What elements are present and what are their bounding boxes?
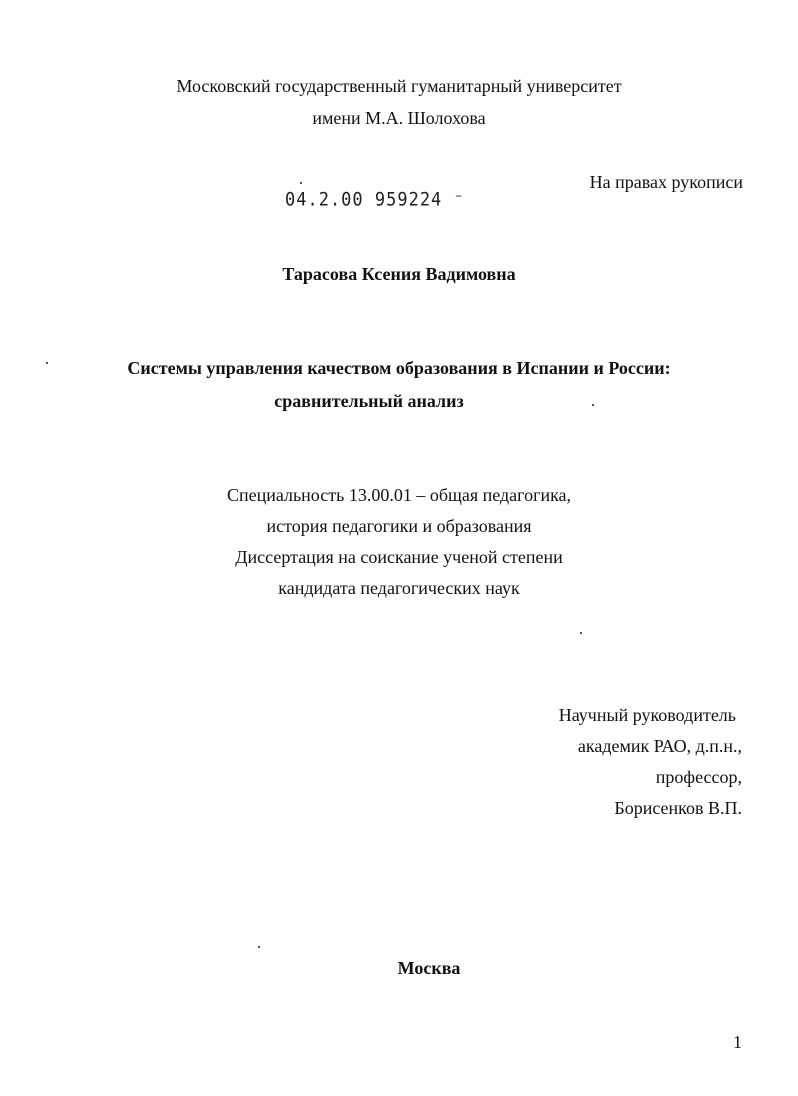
city: Москва	[397, 958, 461, 978]
supervisor-name: Борисенков В.П.	[614, 798, 742, 818]
specialty-line2: история педагогики и образования	[266, 516, 532, 536]
manuscript-rights-label: На правах рукописи	[589, 172, 743, 192]
registry-stamp-number: 04.2.00 959224	[285, 189, 443, 211]
dissertation-degree-line1: Диссертация на соискание ученой степени	[235, 547, 563, 567]
scan-speck	[300, 182, 302, 184]
specialty-line1: Специальность 13.00.01 – общая педагогика,	[226, 485, 572, 505]
university-name-line2: имени М.А. Шолохова	[312, 108, 486, 128]
registry-stamp	[285, 189, 465, 211]
scan-speck	[580, 632, 582, 634]
dissertation-degree-line2: кандидата педагогических наук	[278, 578, 520, 598]
university-name-line1: Московский государственный гуманитарный университет	[176, 76, 622, 96]
dissertation-title-line2: сравнительный анализ	[274, 391, 464, 411]
supervisor-label: Научный руководитель	[558, 705, 736, 725]
supervisor-title: академик РАО, д.п.н.,	[577, 736, 742, 756]
dissertation-title-line1: Системы управления качеством образования в Испании и России:	[127, 358, 671, 378]
scan-speck	[258, 946, 260, 948]
supervisor-position: профессор,	[655, 767, 742, 787]
stamp-dash-mark: ⁻	[453, 189, 465, 211]
page-number: 1	[733, 1032, 742, 1052]
scan-speck	[592, 404, 594, 406]
scan-speck	[46, 362, 48, 364]
author-name: Тарасова Ксения Вадимовна	[282, 264, 516, 284]
